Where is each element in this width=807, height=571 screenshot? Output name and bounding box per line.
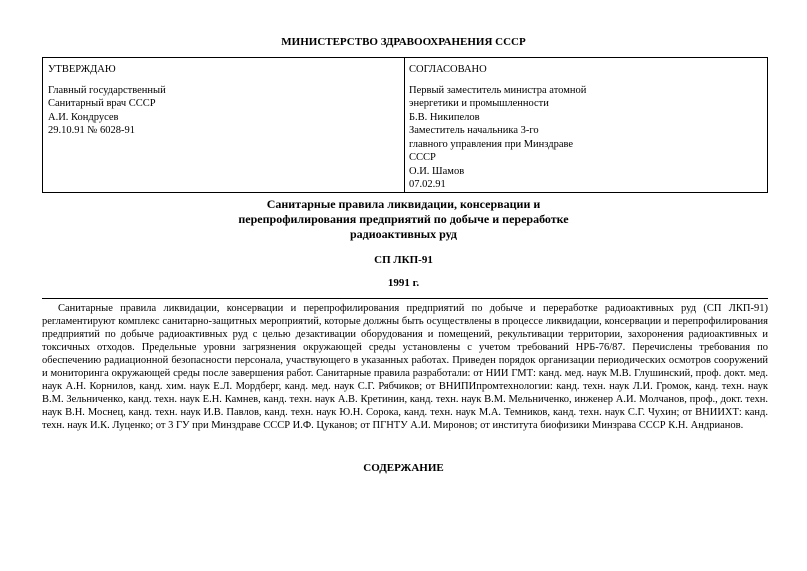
- document-title-line: Санитарные правила ликвидации, консервации и: [266, 197, 541, 211]
- approved-column: [48, 63, 398, 138]
- column-divider: [404, 58, 405, 192]
- approval-table: [42, 57, 768, 193]
- approved-line: 29.10.91 № 6028-91: [48, 125, 136, 136]
- agreed-line: СССР: [409, 152, 436, 163]
- document-title-line: перепрофилирования предприятий по добыче и переработке: [238, 212, 569, 226]
- approved-line: Главный государственный: [48, 84, 166, 96]
- document-title-line: радиоактивных руд: [350, 227, 457, 241]
- approved-heading: УТВЕРЖДАЮ: [48, 64, 116, 75]
- document-code: СП ЛКП-91: [374, 254, 433, 266]
- approved-line: Санитарный врач СССР: [48, 98, 156, 109]
- document-title: [0, 197, 807, 242]
- agreed-heading: СОГЛАСОВАНО: [409, 64, 487, 75]
- agreed-line: Б.В. Никипелов: [409, 111, 480, 123]
- agreed-line: 07.02.91: [409, 179, 446, 190]
- ministry-header: МИНИСТЕРСТВО ЗДРАВООХРАНЕНИЯ СССР: [281, 36, 526, 48]
- agreed-line: главного управления при Минздраве: [409, 138, 574, 150]
- agreed-line: энергетики и промышленности: [409, 98, 549, 109]
- abstract-paragraph: Санитарные правила ликвидации, консервации и перепрофилирования предприятий по добыче и переработке радиоактивных руд (СП ЛКП-91) регламентируют комплекс санитарно-защитных мероприятий, которые должны быть осуществлены в процессе ликвидации, консервации и перепрофилирования предприятий по добыче радиоактивных руд с целью дезактивации оборудования и помещений, рекультивации территории, захоронения радиоактивных и токсичных отходов. Предельные уровни загрязнения окружающей среды установлены с учетом требований НРБ-76/87. Перечислены требования по обеспечению радиационной безопасности персонала, участвующего в указанных работах. Приведен порядок организации периодических осмотров сооружений и мониторинга окружающей среды после завершения работ. Санитарные правила разработали: от НИИ ГМТ: канд. мед. наук М.В. Глушинский, проф. докт. мед. наук А.Н. Корнилов, канд. хим. наук Е.Л. Мордберг, канд. мед. наук С.Г. Рябчиков; от ВНИПИпромтехнологии: канд. техн. наук Л.И. Громок, канд. техн. наук В.М. Зельниченко, канд. техн. наук Е.Н. Камнев, канд. техн. наук А.В. Кретинин, канд. техн. наук В.М. Мельниченко, инженер А.И. Молчанов, проф., докт. техн. наук В.Н. Моснец, канд. техн. наук И.В. Павлов, канд. техн. наук Ю.Н. Сорока, канд. техн. наук М.А. Темников, канд. техн. наук С.Г. Чухин; от ВНИИХТ: канд. техн. наук И.К. Луценко; от 3 ГУ при Минздраве СССР И.Ф. Цуканов; от ПГНТУ А.И. Миронов; от института биофизики Минзрава СССР К.Н. Андрианов.: [42, 303, 768, 431]
- document-year: 1991 г.: [387, 277, 420, 289]
- horizontal-rule: [42, 298, 768, 299]
- agreed-line: О.И. Шамов: [409, 165, 465, 177]
- agreed-line: Первый заместитель министра атомной: [409, 84, 587, 96]
- approved-line: А.И. Кондрусев: [48, 111, 119, 123]
- agreed-line: Заместитель начальника 3-го: [409, 125, 539, 136]
- agreed-column: [409, 63, 759, 192]
- contents-heading: СОДЕРЖАНИЕ: [363, 462, 444, 474]
